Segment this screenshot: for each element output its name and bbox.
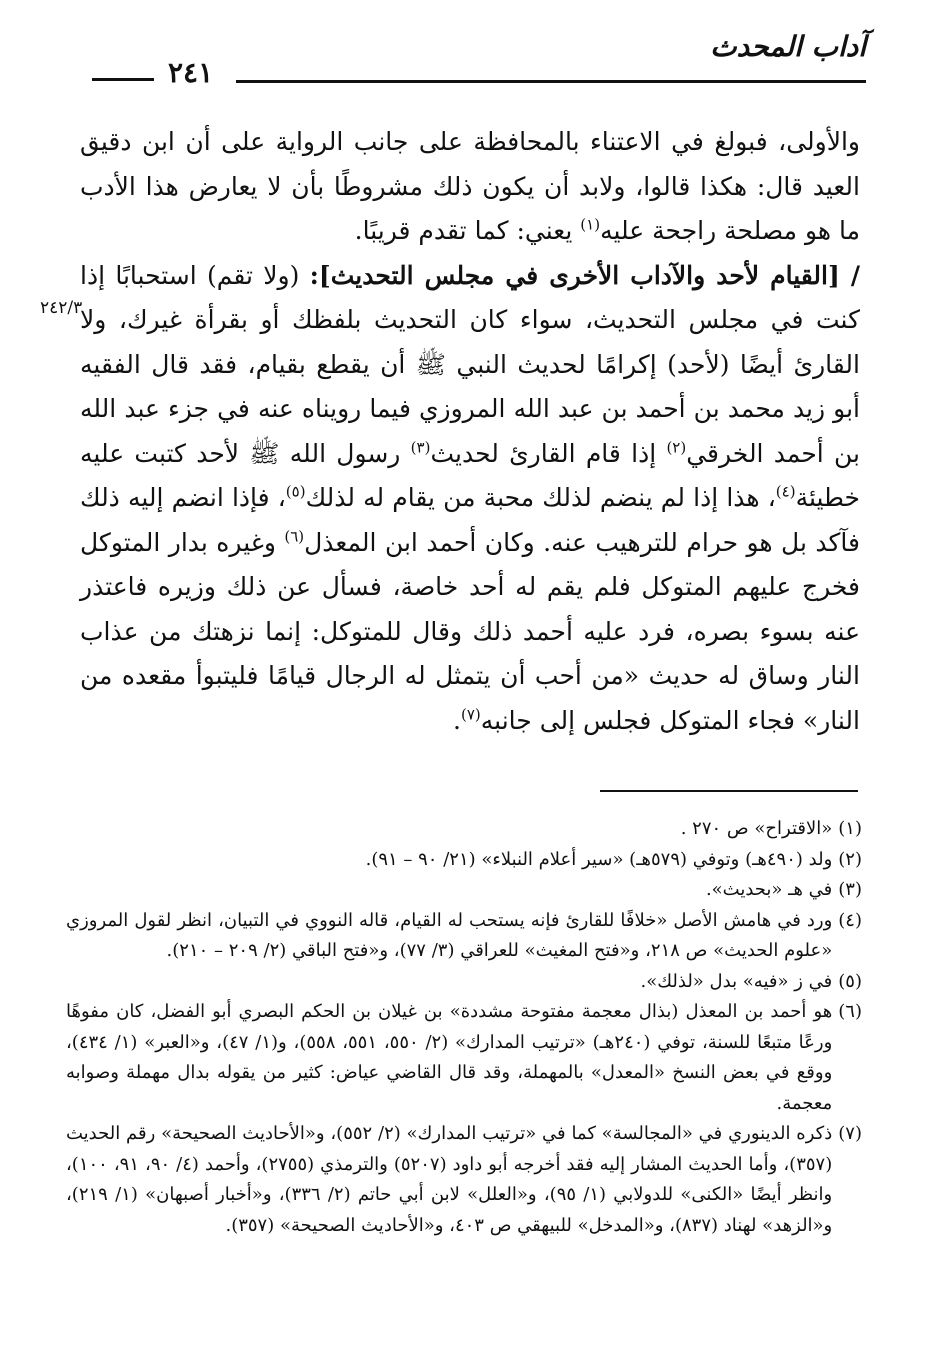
footnotes <box>66 814 862 1241</box>
footnote-ref-2: (٢) <box>666 438 687 457</box>
footnote-1 <box>66 814 862 845</box>
paragraph-2-segment: ، هذا إذا لم ينضم لذلك محبة من يقام له لذلك <box>305 483 776 512</box>
footnote-6 <box>66 997 862 1119</box>
page-number: ٢٤١ <box>168 56 214 89</box>
footnote-7 <box>66 1119 862 1241</box>
running-title: آداب المحدث <box>710 30 866 63</box>
footnote-separator <box>600 790 858 792</box>
paragraph-2-segment: ، فإذا انضم إليه ذلك فآكد بل هو حرام للترهيب عنه. وكان أحمد ابن المعذل <box>80 483 860 557</box>
footnote-ref-3: (٣) <box>410 438 431 457</box>
footnote-5 <box>66 967 862 998</box>
footnote-3 <box>66 875 862 906</box>
paragraph-2 <box>80 254 860 744</box>
section-heading: / [القيام لأحد والآداب الأخرى في مجلس التحديث]: <box>309 260 861 290</box>
footnote-ref-7: (٧) <box>461 705 481 724</box>
footnote-text: في ز «فيه» بدل «لذلك». <box>640 970 833 992</box>
paragraph-1-tail: يعني: كما تقدم قريبًا. <box>354 216 581 245</box>
footnote-ref-6: (٦) <box>284 527 305 546</box>
footnote-4 <box>66 906 862 967</box>
footnote-number: (٧) <box>838 1123 862 1144</box>
header-rule-left <box>92 78 154 81</box>
footnote-number: (١) <box>838 818 862 839</box>
footnote-text: ورد في هامش الأصل «خلافًا للقارئ فإنه يستحب له القيام، قاله النووي في التبيان، انظر لقول المروزي «علوم الحديث» ص ٢١٨، و«فتح المغيث» للعراقي (٣/ ٧٧)، و«فتح الباقي (٢/ ٢٠٩ – ٢١٠). <box>66 909 833 961</box>
margin-page-reference: ٢٤٢/٣ <box>40 298 83 318</box>
paragraph-2-segment: (ولا تقم) استحبابًا إذا كنت في مجلس التحديث، سواء كان التحديث بلفظك أو بقرأة غيرك، ولا القارئ أيضًا (لأحد) إكرامًا لحديث النبي ﷺ أن يقطع بقيام، فقد قال الفقيه أبو زيد محمد بن أحمد بن عبد الله المروزي فيما رويناه عنه في جزء عبد الله بن أحمد الخرقي <box>80 260 860 468</box>
footnote-ref-5: (٥) <box>285 482 306 501</box>
footnote-ref-4: (٤) <box>775 482 796 501</box>
footnote-text: ذكره الدينوري في «المجالسة» كما في «ترتيب المدارك» (٢/ ٥٥٢)، و«الأحاديث الصحيحة» رقم الحديث (٣٥٧)، وأما الحديث المشار إليه فقد أخرجه أبو داود (٥٢٠٧) والترمذي (٢٧٥٥)، وأحمد (٤/ ٩٠، ٩١، ١٠٠)، وانظر أيضًا «الكنى» للدولابي (١/ ٩٥)، و«العلل» لابن أبي حاتم (٢/ ٣٣٦)، و«أخبار أصبهان» (١/ ٢١٩)، و«الزهد» لهناد (٨٣٧)، و«المدخل» للبيهقي ص ٤٠٣، و«الأحاديث الصحيحة» (٣٥٧). <box>66 1123 833 1236</box>
paragraph-2-segment: رسول الله ﷺ لأحد كتبت عليه خطيئة <box>80 438 861 512</box>
paragraph-1-text: والأولى، فبولغ في الاعتناء بالمحافظة على جانب الرواية على أن ابن دقيق العيد قال: هكذا قالوا، ولابد أن يكون ذلك مشروطًا بأن لا يعارض هذا الأدب ما هو مصلحة راجحة عليه <box>80 127 860 245</box>
footnote-text: في هـ «بحديث». <box>705 879 833 900</box>
footnote-number: (٤) <box>838 909 862 931</box>
footnote-text: هو أحمد بن المعذل (بذال معجمة مفتوحة مشددة» بن غيلان بن الحكم البصري أبو الفضل، كان مفوهًا ورعًا متبعًا للسنة، توفي (٢٤٠هـ) «ترتيب المدارك» (٢/ ٥٥٠، ٥٥١، ٥٥٨)، و(١/ ٤٧)، و«العبر» (١/ ٤٣٤)، ووقع في بعض النسخ «المعدل» بالمهملة، وقد قال القاضي عياض: كثير من يقوله بدال مهملة وصوابه معجمة. <box>66 1001 833 1114</box>
footnote-2 <box>66 845 862 876</box>
footnote-ref-1: (١) <box>580 215 601 234</box>
footnote-number: (٢) <box>838 848 862 870</box>
paragraph-1 <box>80 120 860 254</box>
paragraph-2-segment: إذا قام القارئ لحديث <box>430 438 667 468</box>
footnote-number: (٥) <box>838 970 862 992</box>
main-text <box>80 120 860 743</box>
header-rule-right <box>236 80 866 83</box>
paragraph-2-end: . <box>453 705 461 735</box>
footnote-text: ولد (٤٩٠هـ) وتوفي (٥٧٩هـ) «سير أعلام النبلاء» (٢١/ ٩٠ – ٩١). <box>365 848 833 870</box>
footnote-number: (٦) <box>838 1001 862 1022</box>
paragraph-2-segment: وغيره بدار المتوكل فخرج عليهم المتوكل فلم يقم له أحد خاصة، فسأل عن ذلك وزيره فاعتذر عنه بسوء بصره، فرد عليه أحمد ذلك وقال للمتوكل: إنما نزهتك من عذاب النار وساق له حديث «من أحب أن يتمثل له الرجال قيامًا فليتبوأ مقعده من النار» فجاء المتوكل فجلس إلى جانبه <box>80 527 860 735</box>
footnote-text: «الاقتراح» ص ٢٧٠ . <box>680 818 833 839</box>
footnote-number: (٣) <box>838 879 862 900</box>
